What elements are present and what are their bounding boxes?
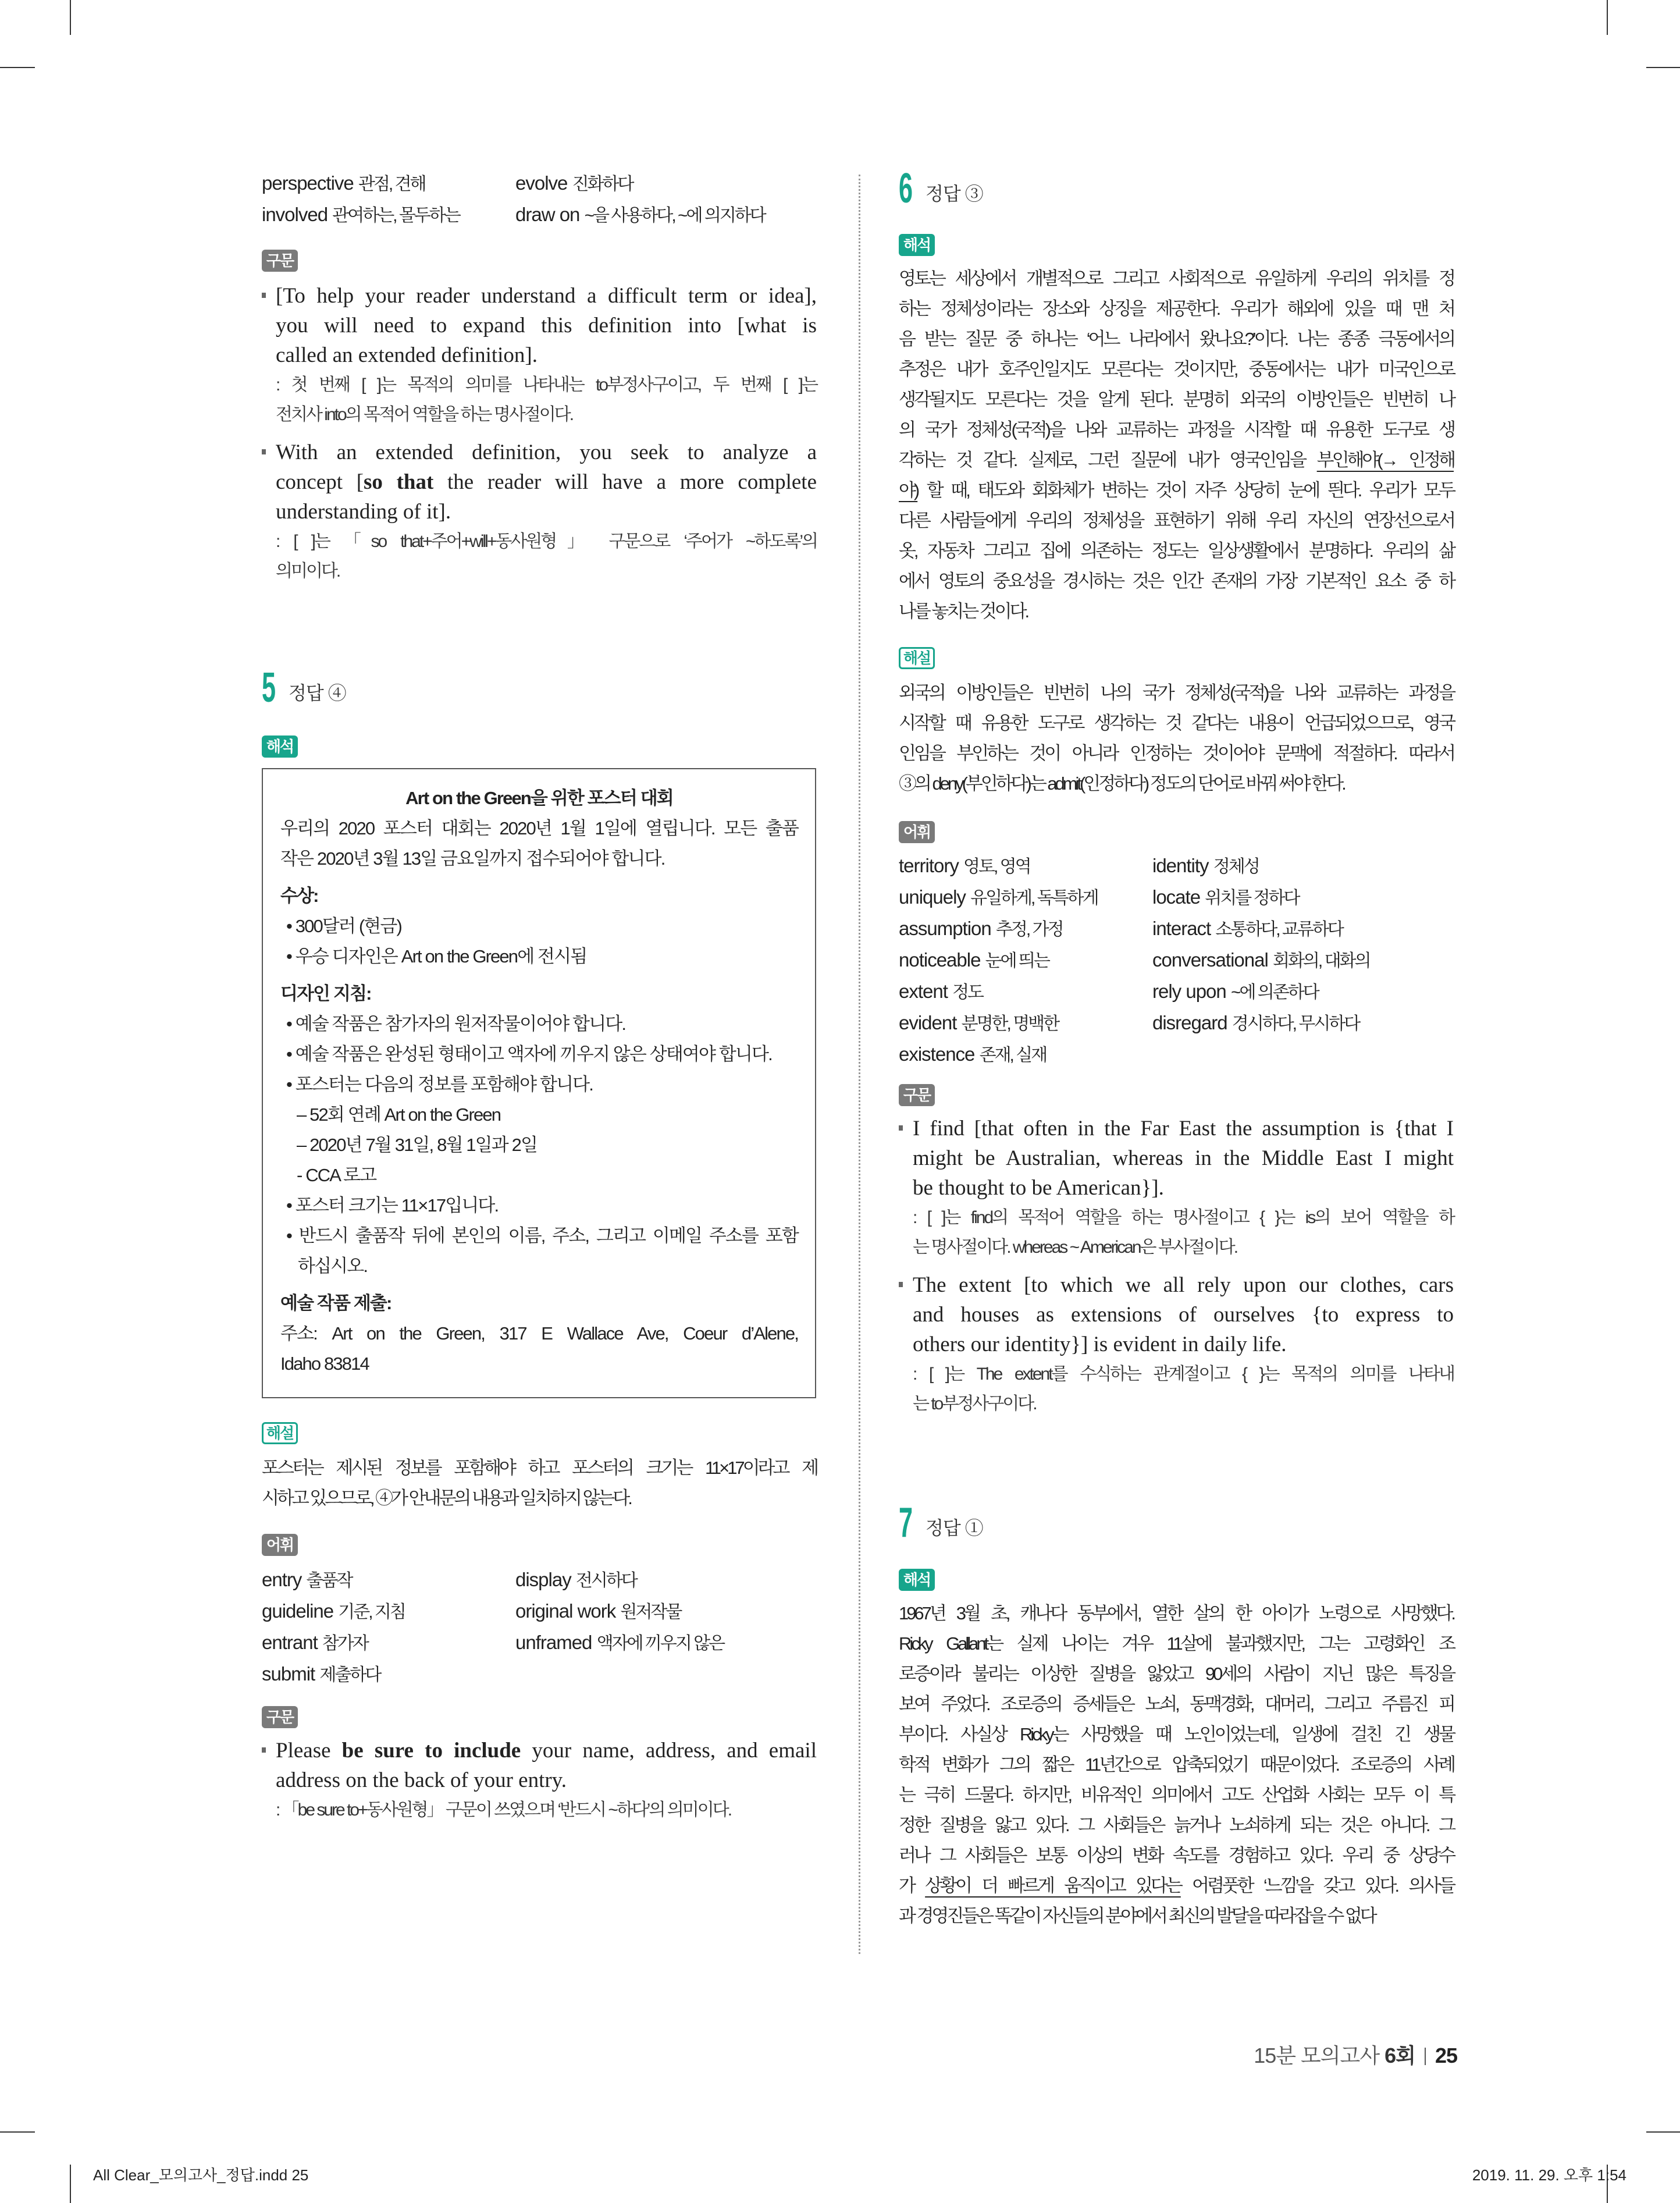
question-number: 5 xyxy=(262,665,276,711)
guideline-subitem: – 52회 연례 Art on the Green xyxy=(297,1104,501,1125)
award-item: • 300달러 (현금) xyxy=(286,916,401,936)
vocab-meaning: 관점, 견해 xyxy=(358,175,425,194)
vocab-word: identity xyxy=(1152,855,1209,876)
text-line: 의미이다. xyxy=(276,562,340,581)
question-5-header xyxy=(262,665,436,711)
text-line: 정한 질병을 앓고 있다. 그 사회들은 늙거나 노쇠하게 되는 것은 아니다. 그 xyxy=(899,1815,1454,1835)
crop-mark xyxy=(70,0,71,35)
text-segment: 어렴풋한 ‘느낌’을 갖고 있다. 의사들 xyxy=(1180,1875,1454,1896)
vocab-entry xyxy=(899,945,1152,976)
vocab-entry xyxy=(262,168,515,200)
slug-filename: All Clear_모의고사_정답.indd 25 xyxy=(93,2166,309,2184)
guideline-item: • 반드시 출품작 뒤에 본인의 이름, 주소, 그리고 이메일 주소를 포함 xyxy=(286,1225,798,1246)
vocab-entry xyxy=(899,851,1152,882)
text-line: address on the back of your entry. xyxy=(276,1768,567,1792)
text-line: 부이다. 사실상 Ricky는 사망했을 때 노인이었는데, 일생에 걸친 긴 생물 xyxy=(899,1724,1454,1744)
page-number: 25 xyxy=(1435,2044,1457,2067)
vocab-word: territory xyxy=(899,855,959,876)
vocab-meaning: 정체성 xyxy=(1213,857,1259,876)
vocab-meaning: ~에 의존하다 xyxy=(1230,983,1318,1002)
page-footer xyxy=(1254,2039,1457,2069)
text-segment: 할 때, 태도와 회화체가 변하는 것이 자주 상당히 눈에 띈다. 우리가 모두 xyxy=(917,480,1454,500)
text-line: you will need to expand this definition into [what is xyxy=(276,314,817,337)
text-segment: the reader will have a more complete xyxy=(433,470,817,494)
vocab-entry xyxy=(262,1596,515,1628)
vocab-meaning: 눈에 띄는 xyxy=(985,951,1049,971)
guideline-item: • 예술 작품은 참가자의 원저작물이어야 합니다. xyxy=(286,1014,626,1034)
text-line: 하는 정체성이라는 장소와 상징을 제공한다. 우리가 해외에 있을 때 맨 처 xyxy=(899,299,1454,319)
vocab-meaning: 경시하다, 무시하다 xyxy=(1231,1014,1359,1033)
text-line: 외국의 이방인들은 빈번히 나의 국가 정체성(국적)을 나와 교류하는 과정을 xyxy=(899,683,1454,703)
vocab-word: perspective xyxy=(262,172,354,194)
vocab-word: involved xyxy=(262,204,328,225)
poster-intro xyxy=(280,813,798,874)
answer-label: 정답 ④ xyxy=(289,683,346,703)
vocab-word: evolve xyxy=(515,172,568,194)
text-segment: 부인해야(→ 인정해 xyxy=(1316,450,1454,470)
text-line xyxy=(899,1871,1454,1901)
text-line: 에서 영토의 중요성을 경시하는 것은 인간 존재의 가장 기본적인 요소 중 하 xyxy=(899,571,1454,591)
text-line: : [ ]는 「so that+주어+will+동사원형」 구문으로 ‘주어가 ~하도록’의 xyxy=(276,532,817,551)
text-line: 작은 2020년 3월 13일 금요일까지 접수되어야 합니다. xyxy=(280,848,665,869)
text-segment: concept [ xyxy=(276,470,364,494)
text-segment: 가 xyxy=(899,1875,926,1896)
vocab-meaning: 액자에 끼우지 않은 xyxy=(596,1634,724,1653)
haeseok-text xyxy=(899,264,1454,627)
vocab-entry xyxy=(515,1596,818,1628)
series-title: 15분 모의고사 xyxy=(1254,2044,1380,2067)
syntax-note xyxy=(913,1359,1454,1419)
text-line xyxy=(276,1736,817,1765)
vocab-badge: 어휘 xyxy=(262,1534,298,1556)
answer-label: 정답 ③ xyxy=(926,183,983,204)
gumun-badge: 구문 xyxy=(262,250,298,272)
crop-mark xyxy=(70,2165,71,2203)
vocab-entry xyxy=(515,1659,818,1690)
text-line: might be Australian, whereas in the Middle East I might xyxy=(913,1146,1454,1170)
vocab-word: disregard xyxy=(1152,1012,1227,1033)
vocab-word: submit xyxy=(262,1663,315,1685)
text-line: 는 극히 드물다. 하지만, 비유적인 의미에서 고도 산업화 사회는 모두 이 특 xyxy=(899,1785,1454,1805)
vocab-word: unframed xyxy=(515,1632,592,1653)
guideline-subitem: - CCA 로고 xyxy=(297,1165,376,1185)
vocab-entry xyxy=(1152,1039,1455,1071)
text-line: 우리의 2020 포스터 대회는 2020년 1월 1일에 열립니다. 모든 출품 xyxy=(280,818,798,838)
text-segment: Please xyxy=(276,1739,342,1763)
crop-mark xyxy=(1646,2131,1680,2133)
vocab-entry xyxy=(262,1565,515,1596)
vocab-meaning: 원저작물 xyxy=(620,1602,681,1622)
vocab-meaning: 출품작 xyxy=(306,1571,352,1590)
syntax-bullet xyxy=(899,1270,1454,1419)
vocab-word: noticeable xyxy=(899,949,981,971)
vocab-entry xyxy=(515,168,818,200)
haeseok-badge: 해석 xyxy=(899,1569,935,1591)
text-line: others our identity}] is evident in daily life. xyxy=(913,1333,1287,1356)
vocab-meaning: 위치를 정하다 xyxy=(1205,889,1299,908)
text-line: 인임을 부인하는 것이 아니라 인정하는 것이어야 문맥에 적절하다. 따라서 xyxy=(899,743,1454,763)
text-line: 과 경영진들은 똑같이 자신들의 분야에서 최신의 발달을 따라잡을 수 없다 xyxy=(899,1906,1375,1926)
syntax-note xyxy=(276,1795,817,1825)
text-line: 학적 변화가 그의 짧은 11년간으로 압축되었기 때문이었다. 조로증의 사례 xyxy=(899,1754,1454,1775)
text-segment: 각하는 것 같다. 실제로, 그런 질문에 내가 영국인임을 xyxy=(899,450,1317,470)
vocab-entry xyxy=(1152,976,1455,1008)
text-line: 나를 놓치는 것이다. xyxy=(899,601,1028,621)
footer-separator xyxy=(1425,2048,1426,2065)
text-line: I find [that often in the Far East the assumption is {that I xyxy=(913,1117,1454,1140)
vocab-word: draw on xyxy=(515,204,580,225)
award-item: • 우승 디자인은 Art on the Green에 전시됨 xyxy=(286,946,587,967)
vocab-meaning: 영토, 영역 xyxy=(963,857,1030,876)
vocab-badge: 어휘 xyxy=(899,821,935,843)
syntax-bullet xyxy=(262,438,817,586)
text-line: ③의 deny(부인하다)는 admit(인정하다) 정도의 단어로 바꿔 써야 한다. xyxy=(899,773,1344,794)
bullet-square-icon xyxy=(262,1747,266,1753)
poster-title: Art on the Green을 위한 포스터 대회 xyxy=(405,788,673,808)
text-line: be thought to be American}]. xyxy=(913,1176,1164,1200)
text-line: 음 받는 질문 중 하나는 ‘어느 나라에서 왔나요?’이다. 나는 종종 극동에서의 xyxy=(899,329,1454,349)
awards-heading: 수상: xyxy=(280,886,318,906)
text-line: : [ ]는 The extent를 수식하는 관계절이고 { }는 목적의 의미를 나타내 xyxy=(913,1365,1454,1384)
vocab-meaning: ~을 사용하다, ~에 의지하다 xyxy=(584,206,765,225)
vocab-list xyxy=(262,168,818,231)
crop-mark xyxy=(0,2131,35,2133)
vocab-entry xyxy=(515,1565,818,1596)
vocab-word: guideline xyxy=(262,1600,334,1622)
vocab-entry xyxy=(1152,945,1455,976)
vocab-entry xyxy=(899,882,1152,914)
question-number: 7 xyxy=(899,1500,913,1546)
text-line: 시작할 때 유용한 도구로 생각하는 것 같다는 내용이 언급되었으므로, 영국 xyxy=(899,713,1454,733)
text-line: called an extended definition]. xyxy=(276,343,538,367)
guideline-subitem: – 2020년 7월 31일, 8월 1일과 2일 xyxy=(297,1135,538,1155)
vocab-entry xyxy=(262,200,515,231)
submission-address: Idaho 83814 xyxy=(280,1353,369,1374)
question-6-header xyxy=(899,165,1073,212)
text-line: 시하고 있으므로, ④가 안내문의 내용과 일치하지 않는다. xyxy=(262,1488,631,1508)
text-line: 1967년 3월 초, 캐나다 동부에서, 열한 살의 한 아이가 노령으로 사망했다. xyxy=(899,1603,1454,1623)
gumun-badge: 구문 xyxy=(262,1706,298,1728)
bullet-square-icon xyxy=(262,293,266,298)
vocab-entry xyxy=(1152,851,1455,882)
haeseol-text xyxy=(262,1453,817,1513)
vocab-meaning: 기준, 지침 xyxy=(338,1602,405,1622)
text-line: 영토는 세상에서 개별적으로 그리고 사회적으로 유일하게 우리의 위치를 정 xyxy=(899,268,1454,289)
haeseok-badge: 해석 xyxy=(262,735,298,758)
vocab-meaning: 관여하는, 몰두하는 xyxy=(332,206,460,225)
submission-address: 주소: Art on the Green, 317 E Wallace Ave, Coeur d’Alene, xyxy=(280,1323,798,1344)
answer-label: 정답 ① xyxy=(926,1518,983,1538)
vocab-word: display xyxy=(515,1569,571,1590)
syntax-bullet xyxy=(262,281,817,429)
gumun-badge: 구문 xyxy=(899,1084,935,1106)
text-line: The extent [to which we all rely upon our clothes, cars xyxy=(913,1273,1454,1297)
text-line: 는 명사절이다. whereas ~ American은 부사절이다. xyxy=(913,1238,1237,1257)
text-line xyxy=(899,445,1454,475)
text-line: 러나 그 사회들은 보통 이상의 변화 속도를 경험하고 있다. 우리 중 상당수 xyxy=(899,1845,1454,1866)
vocab-word: existence xyxy=(899,1043,975,1065)
syntax-note xyxy=(913,1203,1454,1262)
vocab-entry xyxy=(899,976,1152,1008)
text-segment: so that xyxy=(364,470,434,494)
vocab-meaning: 전시하다 xyxy=(575,1571,636,1590)
vocab-meaning: 추정, 가정 xyxy=(995,920,1063,939)
text-line: 다른 사람들에게 우리의 정체성을 표현하기 위해 우리 자신의 연장선으로서 xyxy=(899,510,1454,531)
vocab-meaning: 제출하다 xyxy=(319,1665,380,1685)
vocab-meaning: 진화하다 xyxy=(572,175,633,194)
haeseok-text xyxy=(899,1598,1454,1931)
syntax-bullet xyxy=(899,1114,1454,1262)
text-segment: 상황이 더 빠르게 움직이고 있다는 xyxy=(925,1875,1181,1896)
vocab-word: conversational xyxy=(1152,949,1268,971)
text-line: 옷, 자동차 그리고 집에 의존하는 정도는 일상생활에서 분명하다. 우리의 삶 xyxy=(899,541,1454,561)
text-line: : 「be sure to+동사원형」 구문이 쓰였으며 ‘반드시 ~하다’의 의미이다. xyxy=(276,1800,731,1820)
vocab-meaning: 회화의, 대화의 xyxy=(1272,951,1370,971)
vocab-word: entry xyxy=(262,1569,302,1590)
vocab-list xyxy=(262,1565,818,1690)
english-sentence xyxy=(913,1270,1454,1359)
question-7-header xyxy=(899,1500,1073,1546)
guideline-item: • 예술 작품은 완성된 형태이고 액자에 끼우지 않은 상태여야 합니다. xyxy=(286,1044,772,1064)
text-line: : [ ]는 find의 목적어 역할을 하는 명사절이고 { }는 is의 보어 역할을 하 xyxy=(913,1208,1454,1227)
haeseol-badge: 해설 xyxy=(262,1422,298,1444)
guideline-item-cont: 하십시오. xyxy=(298,1256,368,1276)
text-segment: your name, address, and email xyxy=(521,1739,817,1763)
vocab-word: entrant xyxy=(262,1632,318,1653)
vocab-entry xyxy=(899,1039,1152,1071)
vocab-word: extent xyxy=(899,980,948,1002)
text-line: 는 to부정사구이다. xyxy=(913,1394,1036,1413)
text-line: With an extended definition, you seek to analyze a xyxy=(276,440,817,464)
guideline-item: • 포스터 크기는 11×17입니다. xyxy=(286,1195,499,1216)
syntax-note xyxy=(276,370,817,429)
text-line: [To help your reader understand a difficult term or idea], xyxy=(276,284,817,308)
vocab-entry xyxy=(1152,914,1455,945)
vocab-entry xyxy=(899,1008,1152,1039)
episode-label: 6회 xyxy=(1384,2044,1415,2067)
poster-notice-box xyxy=(262,768,816,1398)
text-line: 전치사 into의 목적어 역할을 하는 명사절이다. xyxy=(276,405,573,424)
vocab-word: original work xyxy=(515,1600,616,1622)
guideline-item: • 포스터는 다음의 정보를 포함해야 합니다. xyxy=(286,1074,593,1095)
text-line: 포스터는 제시된 정보를 포함해야 하고 포스터의 크기는 11×17이라고 제 xyxy=(262,1458,817,1478)
text-line: 생각될지도 모른다는 것을 알게 된다. 분명히 외국의 이방인들은 빈번히 나 xyxy=(899,389,1454,410)
english-sentence xyxy=(276,438,817,527)
gumun-bullets xyxy=(899,1114,1454,1419)
text-line xyxy=(276,467,817,497)
vocab-entry xyxy=(899,914,1152,945)
question-number: 6 xyxy=(899,165,913,212)
vocab-word: uniquely xyxy=(899,886,966,908)
crop-mark xyxy=(1607,0,1608,35)
crop-mark xyxy=(1646,67,1680,68)
vocab-entry xyxy=(262,1659,515,1690)
column-divider xyxy=(859,175,860,1954)
text-line xyxy=(899,475,1454,506)
bullet-gap xyxy=(899,1262,1454,1270)
bullet-square-icon xyxy=(262,449,266,454)
text-line: understanding of it]. xyxy=(276,500,451,524)
text-segment: 야) xyxy=(899,480,918,500)
vocab-meaning: 참가자 xyxy=(322,1634,368,1653)
bullet-gap xyxy=(262,429,817,438)
crop-mark xyxy=(0,67,35,68)
vocab-entry xyxy=(1152,882,1455,914)
english-sentence xyxy=(276,281,817,370)
haeseol-badge: 해설 xyxy=(899,647,935,669)
text-line: 의 국가 정체성(국적)을 나와 교류하는 과정을 시작할 때 유용한 도구로 생 xyxy=(899,420,1454,440)
vocab-word: interact xyxy=(1152,918,1211,939)
guidelines-heading: 디자인 지침: xyxy=(280,983,371,1004)
text-line: 로증이라 불리는 이상한 질병을 앓았고 90세의 사람이 지닌 많은 특징을 xyxy=(899,1664,1454,1684)
vocab-meaning: 소통하다, 교류하다 xyxy=(1215,920,1343,939)
vocab-word: locate xyxy=(1152,886,1201,908)
vocab-entry xyxy=(515,1628,818,1659)
vocab-entry xyxy=(262,1628,515,1659)
vocab-list xyxy=(899,851,1455,1071)
syntax-note xyxy=(276,527,817,586)
text-line: Ricky Gallant는 실제 나이는 겨우 11살에 불과했지만, 그는 고령화인 조 xyxy=(899,1633,1454,1654)
vocab-meaning: 존재, 실재 xyxy=(979,1046,1047,1065)
vocab-entry xyxy=(1152,1008,1455,1039)
vocab-word: rely upon xyxy=(1152,980,1226,1002)
vocab-entry xyxy=(515,200,818,231)
vocab-word: assumption xyxy=(899,918,991,939)
haeseok-badge: 해석 xyxy=(899,234,935,256)
english-sentence xyxy=(913,1114,1454,1203)
vocab-meaning: 정도 xyxy=(952,983,983,1002)
text-line: 추정은 내가 호주인일지도 모른다는 것이지만, 중동에서는 내가 미국인으로 xyxy=(899,359,1454,379)
vocab-word: evident xyxy=(899,1012,957,1033)
slug-timestamp: 2019. 11. 29. 오후 1:54 xyxy=(1472,2166,1626,2184)
text-line: 보여 주었다. 조로증의 증세들은 노쇠, 동맥경화, 대머리, 그리고 주름진 피 xyxy=(899,1694,1454,1714)
syntax-bullet xyxy=(262,1736,817,1825)
gumun-bullets xyxy=(262,281,817,586)
text-line: : 첫 번째 [ ]는 목적의 의미를 나타내는 to부정사구이고, 두 번째 [ ]는 xyxy=(276,375,817,395)
vocab-meaning: 분명한, 명백한 xyxy=(961,1014,1059,1033)
bullet-square-icon xyxy=(899,1125,903,1131)
haeseol-text xyxy=(899,678,1454,799)
bullet-square-icon xyxy=(899,1282,903,1287)
text-line: and houses as extensions of ourselves {to express to xyxy=(913,1303,1454,1327)
english-sentence xyxy=(276,1736,817,1795)
vocab-meaning: 유일하게, 독특하게 xyxy=(970,889,1098,908)
text-segment: be sure to include xyxy=(341,1739,521,1763)
submission-heading: 예술 작품 제출: xyxy=(280,1293,391,1313)
gumun-bullets xyxy=(262,1736,817,1825)
